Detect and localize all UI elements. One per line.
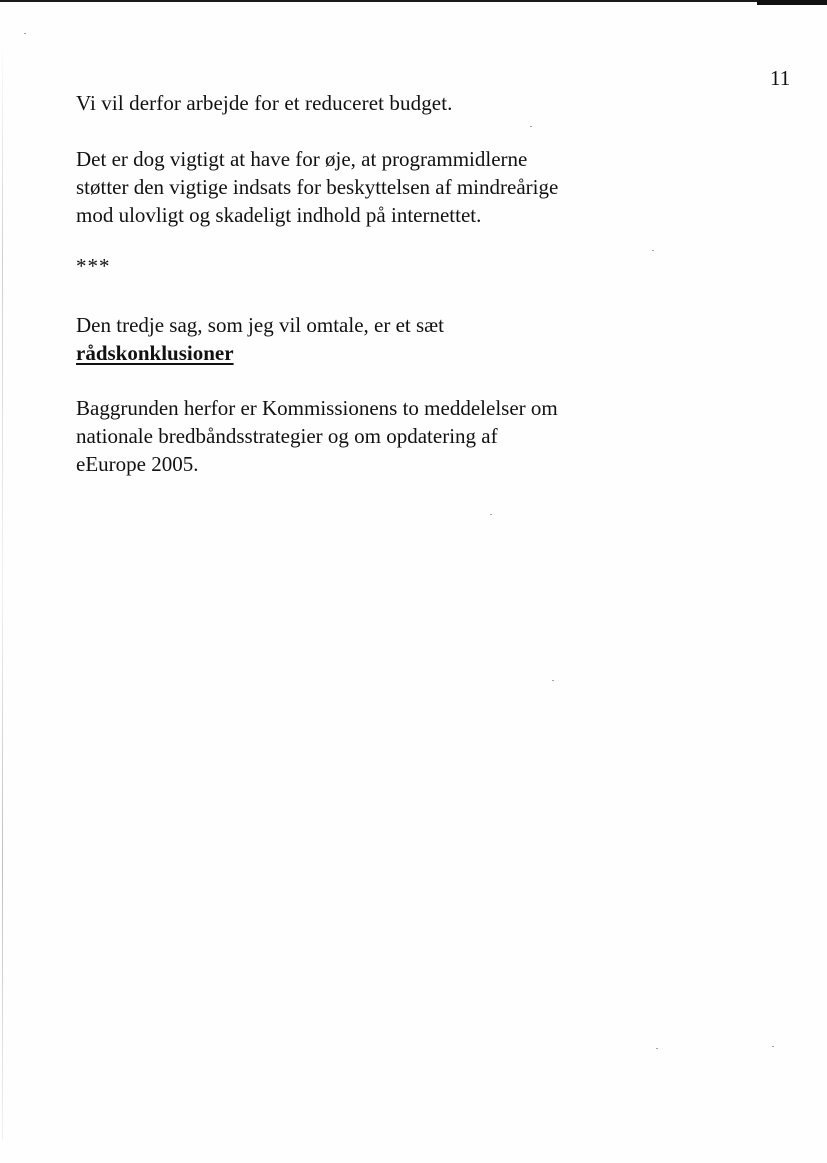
scan-speck — [772, 1046, 774, 1047]
paragraph-program-funds — [76, 145, 636, 229]
paragraph-background — [76, 394, 636, 478]
paragraph-line: nationale bredbåndsstrategier og om opdatering af — [76, 424, 498, 448]
council-conclusions-heading: rådskonklusioner — [76, 341, 234, 365]
top-scan-edge — [0, 0, 827, 2]
scan-speck — [656, 1048, 658, 1049]
paragraph-third-matter — [76, 311, 636, 367]
paragraph-line: støtter den vigtige indsats for beskyttelsen af mindreårige — [76, 175, 559, 199]
scan-speck — [530, 126, 532, 127]
left-scan-edge — [2, 40, 3, 1140]
paragraph-budget — [76, 89, 636, 117]
scan-speck — [24, 33, 26, 34]
paragraph-line: Baggrunden herfor er Kommissionens to meddelelser om — [76, 396, 558, 420]
scan-speck — [490, 514, 492, 515]
scan-speck — [552, 680, 554, 681]
scan-speck — [652, 250, 654, 251]
paragraph-line: Det er dog vigtigt at have for øje, at programmidlerne — [76, 147, 528, 171]
paragraph-line: mod ulovligt og skadeligt indhold på internettet. — [76, 203, 482, 227]
paragraph-line: Vi vil derfor arbejde for et reduceret budget. — [76, 91, 453, 115]
top-scan-edge-mark — [757, 0, 827, 5]
paragraph-line: Den tredje sag, som jeg vil omtale, er et sæt — [76, 313, 444, 337]
page-number: 11 — [770, 66, 791, 90]
section-separator: *** — [76, 254, 111, 278]
paragraph-line: eEurope 2005. — [76, 452, 199, 476]
